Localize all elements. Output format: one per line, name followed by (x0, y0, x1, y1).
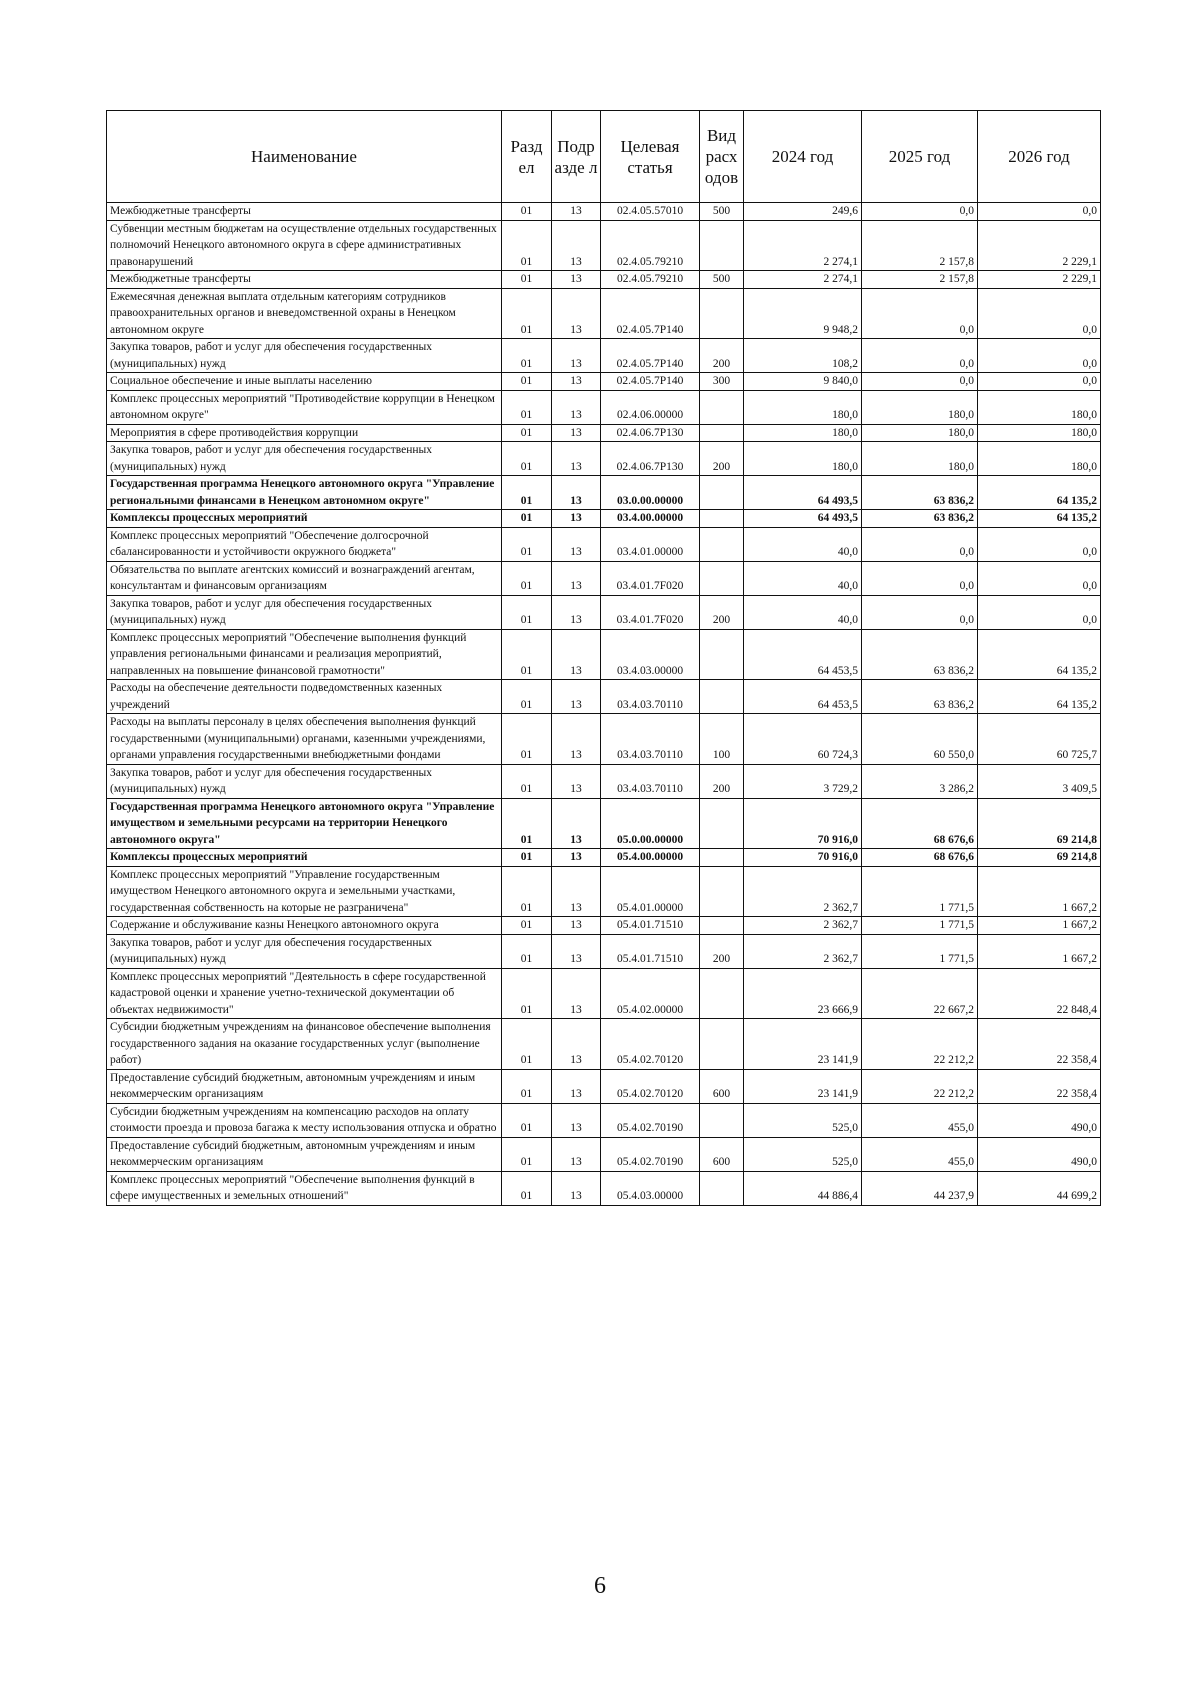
page-number: 6 (594, 1573, 606, 1599)
cell-podrazdel: 13 (552, 561, 601, 595)
cell-2026: 180,0 (978, 424, 1101, 442)
header-vid-rashodov: Вид расх одов (700, 111, 744, 203)
cell-2024: 40,0 (744, 561, 862, 595)
cell-2025: 0,0 (862, 288, 978, 339)
cell-razdel: 01 (502, 1137, 552, 1171)
cell-razdel: 01 (502, 373, 552, 391)
cell-vid-rashodov: 300 (700, 373, 744, 391)
cell-2025: 0,0 (862, 339, 978, 373)
cell-podrazdel: 13 (552, 373, 601, 391)
cell-celevaya-statya: 02.4.06.7Р130 (601, 424, 700, 442)
cell-podrazdel: 13 (552, 1019, 601, 1070)
cell-podrazdel: 13 (552, 917, 601, 935)
cell-name: Закупка товаров, работ и услуг для обеспечения государственных (муниципальных) нужд (107, 764, 502, 798)
cell-2026: 60 725,7 (978, 714, 1101, 765)
cell-name: Расходы на обеспечение деятельности подведомственных казенных учреждений (107, 680, 502, 714)
table-row (107, 203, 1101, 221)
cell-podrazdel: 13 (552, 1171, 601, 1205)
cell-2025: 0,0 (862, 527, 978, 561)
cell-name: Социальное обеспечение и иные выплаты населению (107, 373, 502, 391)
cell-2024: 23 141,9 (744, 1019, 862, 1070)
cell-name: Комплекс процессных мероприятий "Противодействие коррупции в Ненецком автономном округе" (107, 390, 502, 424)
cell-2026: 1 667,2 (978, 866, 1101, 917)
budget-table (106, 110, 1101, 1206)
cell-podrazdel: 13 (552, 442, 601, 476)
table-row (107, 288, 1101, 339)
cell-podrazdel: 13 (552, 1069, 601, 1103)
table-row (107, 595, 1101, 629)
cell-razdel: 01 (502, 917, 552, 935)
cell-podrazdel: 13 (552, 203, 601, 221)
cell-vid-rashodov: 200 (700, 442, 744, 476)
cell-2025: 2 157,8 (862, 220, 978, 271)
cell-2025: 22 212,2 (862, 1019, 978, 1070)
cell-2024: 9 840,0 (744, 373, 862, 391)
table-row (107, 476, 1101, 510)
cell-2025: 1 771,5 (862, 934, 978, 968)
cell-vid-rashodov (700, 866, 744, 917)
cell-name: Субвенции местным бюджетам на осуществление отдельных государственных полномочий Ненецкого автономного округа в сфере административных правонарушений (107, 220, 502, 271)
cell-podrazdel: 13 (552, 849, 601, 867)
header-2026: 2026 год (978, 111, 1101, 203)
cell-2025: 63 836,2 (862, 680, 978, 714)
cell-razdel: 01 (502, 968, 552, 1019)
table-row (107, 680, 1101, 714)
cell-2025: 44 237,9 (862, 1171, 978, 1205)
cell-2025: 68 676,6 (862, 849, 978, 867)
cell-razdel: 01 (502, 934, 552, 968)
cell-2026: 0,0 (978, 595, 1101, 629)
cell-2026: 0,0 (978, 203, 1101, 221)
cell-2024: 40,0 (744, 595, 862, 629)
cell-razdel: 01 (502, 288, 552, 339)
cell-celevaya-statya: 02.4.06.7Р130 (601, 442, 700, 476)
cell-celevaya-statya: 05.4.00.00000 (601, 849, 700, 867)
cell-2025: 1 771,5 (862, 866, 978, 917)
cell-name: Закупка товаров, работ и услуг для обеспечения государственных (муниципальных) нужд (107, 442, 502, 476)
cell-vid-rashodov (700, 390, 744, 424)
cell-celevaya-statya: 03.4.00.00000 (601, 510, 700, 528)
cell-2024: 249,6 (744, 203, 862, 221)
cell-name: Закупка товаров, работ и услуг для обеспечения государственных (муниципальных) нужд (107, 595, 502, 629)
cell-razdel: 01 (502, 442, 552, 476)
cell-razdel: 01 (502, 866, 552, 917)
table-row (107, 764, 1101, 798)
cell-vid-rashodov (700, 629, 744, 680)
table-row (107, 917, 1101, 935)
cell-name: Комплекс процессных мероприятий "Деятельность в сфере государственной кадастровой оценки и хранение учетно-технической документации об объектах недвижимости" (107, 968, 502, 1019)
cell-name: Межбюджетные трансферты (107, 271, 502, 289)
cell-podrazdel: 13 (552, 798, 601, 849)
cell-2025: 63 836,2 (862, 629, 978, 680)
cell-razdel: 01 (502, 595, 552, 629)
cell-2025: 63 836,2 (862, 476, 978, 510)
cell-celevaya-statya: 03.4.01.00000 (601, 527, 700, 561)
cell-name: Предоставление субсидий бюджетным, автономным учреждениям и иным некоммерческим организациям (107, 1137, 502, 1171)
cell-name: Государственная программа Ненецкого автономного округа "Управление региональными финансами в Ненецком автономном округе" (107, 476, 502, 510)
cell-name: Комплекс процессных мероприятий "Обеспечение выполнения функций в сфере имущественных и земельных отношений" (107, 1171, 502, 1205)
cell-celevaya-statya: 02.4.05.57010 (601, 203, 700, 221)
cell-2024: 64 493,5 (744, 510, 862, 528)
header-razdel: Разд ел (502, 111, 552, 203)
cell-vid-rashodov (700, 798, 744, 849)
cell-2026: 3 409,5 (978, 764, 1101, 798)
cell-2026: 44 699,2 (978, 1171, 1101, 1205)
table-row (107, 373, 1101, 391)
table-row (107, 849, 1101, 867)
cell-vid-rashodov (700, 849, 744, 867)
cell-2026: 490,0 (978, 1103, 1101, 1137)
header-podrazdel: Подр азде л (552, 111, 601, 203)
table-row (107, 934, 1101, 968)
cell-2026: 0,0 (978, 561, 1101, 595)
cell-name: Комплекс процессных мероприятий "Управление государственным имуществом Ненецкого автономного округа и земельными участками, государственная собственность на которые не разграничена" (107, 866, 502, 917)
cell-2024: 525,0 (744, 1103, 862, 1137)
cell-vid-rashodov: 100 (700, 714, 744, 765)
cell-vid-rashodov (700, 1103, 744, 1137)
cell-name: Обязательства по выплате агентских комиссий и вознаграждений агентам, консультантам и финансовым организациям (107, 561, 502, 595)
cell-name: Закупка товаров, работ и услуг для обеспечения государственных (муниципальных) нужд (107, 934, 502, 968)
cell-2026: 22 358,4 (978, 1019, 1101, 1070)
cell-celevaya-statya: 05.4.02.70190 (601, 1137, 700, 1171)
cell-name: Субсидии бюджетным учреждениям на финансовое обеспечение выполнения государственного задания на оказание государственных услуг (выполнение работ) (107, 1019, 502, 1070)
cell-2026: 0,0 (978, 527, 1101, 561)
header-name: Наименование (107, 111, 502, 203)
cell-podrazdel: 13 (552, 934, 601, 968)
cell-vid-rashodov (700, 288, 744, 339)
cell-celevaya-statya: 02.4.05.79210 (601, 220, 700, 271)
cell-2026: 22 358,4 (978, 1069, 1101, 1103)
cell-vid-rashodov: 500 (700, 203, 744, 221)
cell-vid-rashodov: 200 (700, 934, 744, 968)
cell-vid-rashodov (700, 1019, 744, 1070)
cell-celevaya-statya: 05.4.01.71510 (601, 934, 700, 968)
cell-2025: 455,0 (862, 1137, 978, 1171)
cell-celevaya-statya: 05.4.02.70190 (601, 1103, 700, 1137)
cell-name: Содержание и обслуживание казны Ненецкого автономного округа (107, 917, 502, 935)
cell-podrazdel: 13 (552, 220, 601, 271)
cell-2024: 2 362,7 (744, 866, 862, 917)
cell-podrazdel: 13 (552, 1103, 601, 1137)
table-row (107, 561, 1101, 595)
cell-name: Субсидии бюджетным учреждениям на компенсацию расходов на оплату стоимости проезда и провоза багажа к месту использования отпуска и обратно (107, 1103, 502, 1137)
cell-2026: 490,0 (978, 1137, 1101, 1171)
cell-razdel: 01 (502, 680, 552, 714)
cell-razdel: 01 (502, 527, 552, 561)
cell-celevaya-statya: 05.4.02.00000 (601, 968, 700, 1019)
cell-2024: 9 948,2 (744, 288, 862, 339)
cell-name: Государственная программа Ненецкого автономного округа "Управление имуществом и земельными ресурсами на территории Ненецкого автономного округа" (107, 798, 502, 849)
cell-2024: 180,0 (744, 442, 862, 476)
cell-vid-rashodov: 600 (700, 1137, 744, 1171)
cell-2025: 0,0 (862, 373, 978, 391)
cell-2024: 2 362,7 (744, 934, 862, 968)
table-row (107, 424, 1101, 442)
cell-2024: 23 141,9 (744, 1069, 862, 1103)
cell-2025: 63 836,2 (862, 510, 978, 528)
cell-vid-rashodov: 200 (700, 595, 744, 629)
cell-vid-rashodov: 200 (700, 339, 744, 373)
cell-2026: 0,0 (978, 339, 1101, 373)
cell-2025: 0,0 (862, 203, 978, 221)
table-row (107, 271, 1101, 289)
cell-celevaya-statya: 05.4.02.70120 (601, 1019, 700, 1070)
cell-2025: 22 667,2 (862, 968, 978, 1019)
cell-razdel: 01 (502, 424, 552, 442)
cell-vid-rashodov (700, 917, 744, 935)
cell-celevaya-statya: 05.0.00.00000 (601, 798, 700, 849)
cell-razdel: 01 (502, 764, 552, 798)
cell-celevaya-statya: 03.4.03.70110 (601, 764, 700, 798)
cell-vid-rashodov (700, 561, 744, 595)
cell-2026: 64 135,2 (978, 476, 1101, 510)
cell-vid-rashodov (700, 424, 744, 442)
cell-razdel: 01 (502, 798, 552, 849)
cell-2025: 22 212,2 (862, 1069, 978, 1103)
table-row (107, 866, 1101, 917)
cell-razdel: 01 (502, 629, 552, 680)
cell-2024: 60 724,3 (744, 714, 862, 765)
cell-vid-rashodov (700, 220, 744, 271)
cell-razdel: 01 (502, 849, 552, 867)
cell-podrazdel: 13 (552, 595, 601, 629)
cell-2026: 0,0 (978, 288, 1101, 339)
cell-celevaya-statya: 03.4.03.70110 (601, 714, 700, 765)
cell-name: Закупка товаров, работ и услуг для обеспечения государственных (муниципальных) нужд (107, 339, 502, 373)
cell-name: Комплекс процессных мероприятий "Обеспечение выполнения функций управления региональными финансами и реализация мероприятий, направленных на повышение финансовой грамотности" (107, 629, 502, 680)
cell-2025: 180,0 (862, 442, 978, 476)
cell-vid-rashodov: 600 (700, 1069, 744, 1103)
cell-2026: 180,0 (978, 390, 1101, 424)
cell-celevaya-statya: 05.4.01.00000 (601, 866, 700, 917)
cell-razdel: 01 (502, 220, 552, 271)
cell-celevaya-statya: 05.4.03.00000 (601, 1171, 700, 1205)
cell-2025: 68 676,6 (862, 798, 978, 849)
cell-podrazdel: 13 (552, 968, 601, 1019)
table-row (107, 1137, 1101, 1171)
cell-razdel: 01 (502, 1019, 552, 1070)
cell-2025: 0,0 (862, 595, 978, 629)
table-header-row (107, 111, 1101, 203)
cell-celevaya-statya: 02.4.05.79210 (601, 271, 700, 289)
cell-vid-rashodov (700, 968, 744, 1019)
cell-razdel: 01 (502, 203, 552, 221)
table-row (107, 798, 1101, 849)
cell-2024: 2 274,1 (744, 220, 862, 271)
cell-2025: 2 157,8 (862, 271, 978, 289)
cell-name: Ежемесячная денежная выплата отдельным категориям сотрудников правоохранительных органов и вневедомственной охраны в Ненецком автономном округе (107, 288, 502, 339)
cell-razdel: 01 (502, 1103, 552, 1137)
cell-podrazdel: 13 (552, 527, 601, 561)
cell-podrazdel: 13 (552, 339, 601, 373)
cell-razdel: 01 (502, 714, 552, 765)
cell-celevaya-statya: 02.4.05.7Р140 (601, 288, 700, 339)
table-row (107, 1171, 1101, 1205)
table-row (107, 527, 1101, 561)
table-row (107, 968, 1101, 1019)
cell-razdel: 01 (502, 1171, 552, 1205)
cell-2025: 3 286,2 (862, 764, 978, 798)
cell-2026: 2 229,1 (978, 220, 1101, 271)
cell-2026: 69 214,8 (978, 849, 1101, 867)
cell-celevaya-statya: 03.4.03.70110 (601, 680, 700, 714)
cell-vid-rashodov (700, 527, 744, 561)
cell-podrazdel: 13 (552, 510, 601, 528)
cell-2024: 44 886,4 (744, 1171, 862, 1205)
cell-2024: 180,0 (744, 390, 862, 424)
cell-2025: 60 550,0 (862, 714, 978, 765)
table-row (107, 1103, 1101, 1137)
document-page (106, 110, 1100, 1206)
cell-2024: 2 362,7 (744, 917, 862, 935)
cell-celevaya-statya: 03.4.03.00000 (601, 629, 700, 680)
header-2024: 2024 год (744, 111, 862, 203)
cell-2026: 64 135,2 (978, 510, 1101, 528)
cell-2025: 180,0 (862, 390, 978, 424)
cell-2024: 108,2 (744, 339, 862, 373)
table-row (107, 220, 1101, 271)
cell-2024: 40,0 (744, 527, 862, 561)
cell-razdel: 01 (502, 271, 552, 289)
cell-podrazdel: 13 (552, 629, 601, 680)
cell-2026: 1 667,2 (978, 917, 1101, 935)
cell-podrazdel: 13 (552, 424, 601, 442)
cell-podrazdel: 13 (552, 476, 601, 510)
cell-podrazdel: 13 (552, 390, 601, 424)
cell-2026: 0,0 (978, 373, 1101, 391)
cell-razdel: 01 (502, 510, 552, 528)
cell-name: Комплексы процессных мероприятий (107, 849, 502, 867)
cell-2026: 2 229,1 (978, 271, 1101, 289)
cell-celevaya-statya: 02.4.05.7Р140 (601, 373, 700, 391)
cell-celevaya-statya: 03.0.00.00000 (601, 476, 700, 510)
cell-name: Предоставление субсидий бюджетным, автономным учреждениям и иным некоммерческим организациям (107, 1069, 502, 1103)
cell-2024: 23 666,9 (744, 968, 862, 1019)
table-row (107, 339, 1101, 373)
cell-celevaya-statya: 05.4.02.70120 (601, 1069, 700, 1103)
cell-vid-rashodov (700, 510, 744, 528)
cell-podrazdel: 13 (552, 288, 601, 339)
cell-razdel: 01 (502, 476, 552, 510)
cell-2025: 455,0 (862, 1103, 978, 1137)
cell-2024: 70 916,0 (744, 798, 862, 849)
cell-podrazdel: 13 (552, 680, 601, 714)
cell-name: Межбюджетные трансферты (107, 203, 502, 221)
cell-2025: 180,0 (862, 424, 978, 442)
cell-2024: 180,0 (744, 424, 862, 442)
cell-2024: 3 729,2 (744, 764, 862, 798)
header-celevaya-statya: Целевая статья (601, 111, 700, 203)
cell-2024: 2 274,1 (744, 271, 862, 289)
cell-celevaya-statya: 02.4.06.00000 (601, 390, 700, 424)
cell-2026: 180,0 (978, 442, 1101, 476)
cell-name: Комплекс процессных мероприятий "Обеспечение долгосрочной сбалансированности и устойчивости окружного бюджета" (107, 527, 502, 561)
table-row (107, 390, 1101, 424)
cell-vid-rashodov: 500 (700, 271, 744, 289)
cell-name: Комплексы процессных мероприятий (107, 510, 502, 528)
cell-name: Расходы на выплаты персоналу в целях обеспечения выполнения функций государственными (муниципальными) органами, казенными учреждениями, органами управления государственными внебюджетными фондами (107, 714, 502, 765)
header-2025: 2025 год (862, 111, 978, 203)
table-row (107, 510, 1101, 528)
table-row (107, 629, 1101, 680)
cell-2024: 64 453,5 (744, 629, 862, 680)
cell-name: Мероприятия в сфере противодействия коррупции (107, 424, 502, 442)
cell-razdel: 01 (502, 339, 552, 373)
cell-2025: 0,0 (862, 561, 978, 595)
cell-2026: 69 214,8 (978, 798, 1101, 849)
cell-2026: 64 135,2 (978, 680, 1101, 714)
cell-podrazdel: 13 (552, 271, 601, 289)
cell-razdel: 01 (502, 561, 552, 595)
cell-celevaya-statya: 03.4.01.7F020 (601, 595, 700, 629)
cell-podrazdel: 13 (552, 764, 601, 798)
cell-vid-rashodov (700, 1171, 744, 1205)
table-row (107, 714, 1101, 765)
cell-podrazdel: 13 (552, 866, 601, 917)
cell-podrazdel: 13 (552, 714, 601, 765)
cell-podrazdel: 13 (552, 1137, 601, 1171)
cell-razdel: 01 (502, 390, 552, 424)
cell-2024: 64 493,5 (744, 476, 862, 510)
cell-celevaya-statya: 02.4.05.7Р140 (601, 339, 700, 373)
cell-vid-rashodov: 200 (700, 764, 744, 798)
cell-2024: 70 916,0 (744, 849, 862, 867)
cell-razdel: 01 (502, 1069, 552, 1103)
cell-2026: 64 135,2 (978, 629, 1101, 680)
cell-2024: 64 453,5 (744, 680, 862, 714)
cell-2026: 1 667,2 (978, 934, 1101, 968)
table-row (107, 1019, 1101, 1070)
table-row (107, 1069, 1101, 1103)
cell-2026: 22 848,4 (978, 968, 1101, 1019)
cell-2025: 1 771,5 (862, 917, 978, 935)
table-row (107, 442, 1101, 476)
cell-vid-rashodov (700, 680, 744, 714)
cell-celevaya-statya: 03.4.01.7F020 (601, 561, 700, 595)
cell-vid-rashodov (700, 476, 744, 510)
cell-2024: 525,0 (744, 1137, 862, 1171)
cell-celevaya-statya: 05.4.01.71510 (601, 917, 700, 935)
